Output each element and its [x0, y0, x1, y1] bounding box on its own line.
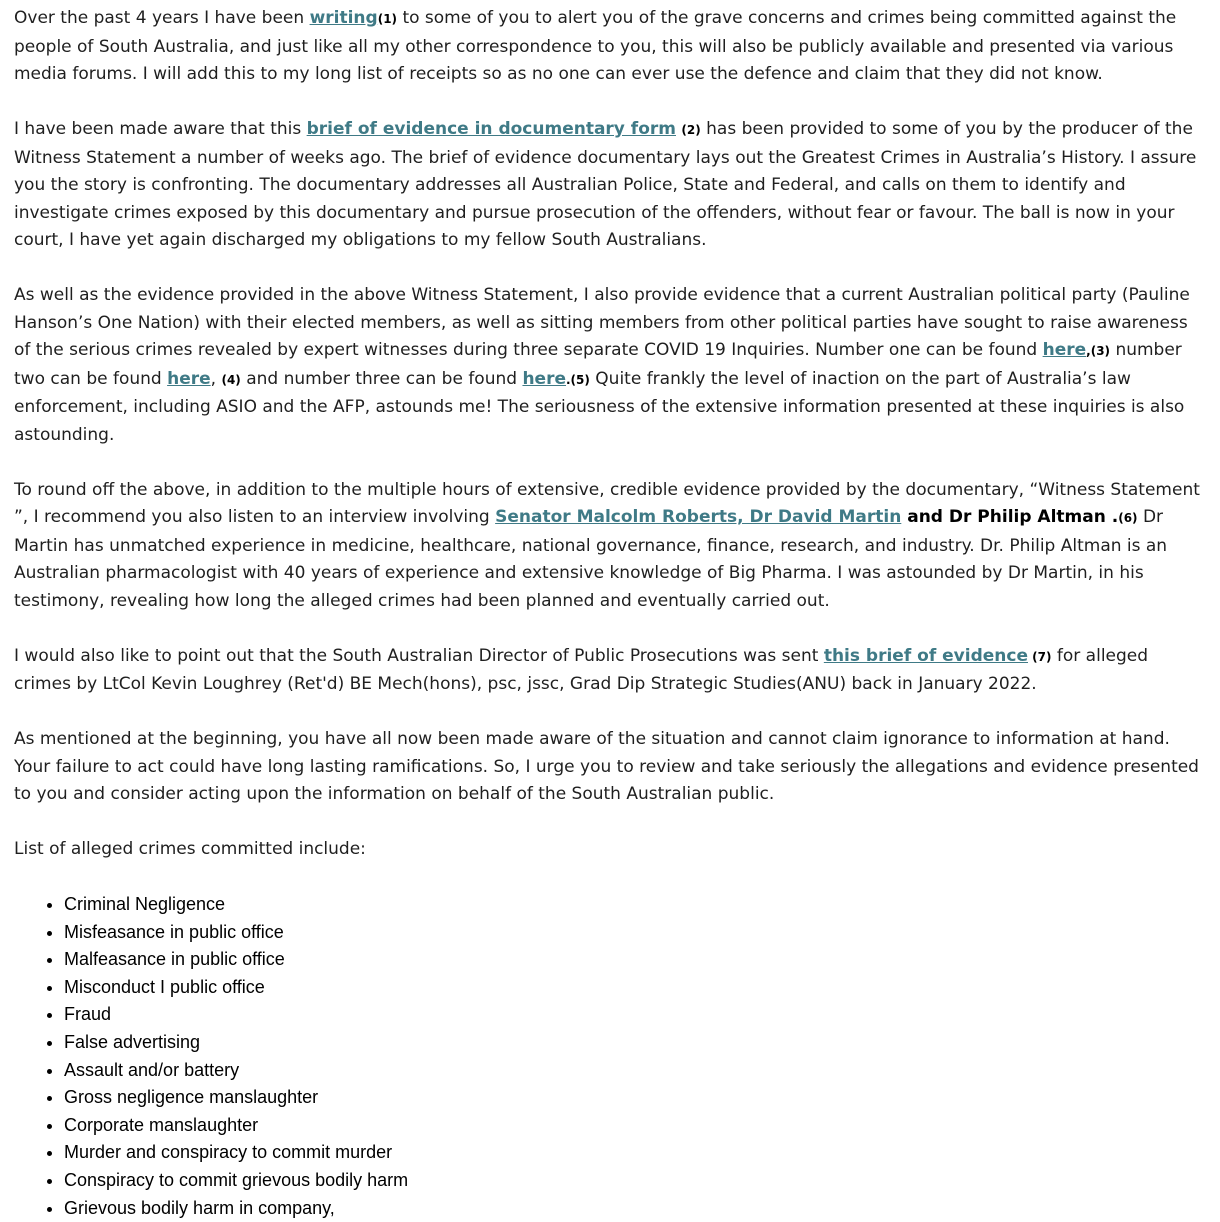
paragraph-text: Dr Martin has unmatched experience in medicine, healthcare, national governance, finance, research, and industry. Dr. Philip Altman is an Australian pharmacologist with 40 years of experience and extensive knowledge of Big Pharma. I was astounded by Dr Martin, in his testimony, revealing how long the alleged crimes had been planned and eventually carried out.: [14, 507, 1168, 611]
interview-link[interactable]: Senator Malcolm Roberts, Dr David Martin: [495, 507, 902, 527]
list-item: • Conspiracy to commit grievous bodily harm: [64, 1167, 1206, 1195]
writing-link[interactable]: writing: [309, 8, 378, 28]
paragraph-text: for alleged crimes by LtCol Kevin Loughrey (Ret'd) BE Mech(hons), psc, jssc, Grad Dip Strategic Studies(ANU) back in January 2022.: [14, 645, 1149, 694]
footnote-ref-6: (6): [1118, 511, 1138, 525]
paragraph-text: has been provided to some of you by the producer of the Witness Statement a number of weeks ago. The brief of evidence documentary lays out the Greatest Crimes in Australia’s History. I assure you the story is confronting. The documentary addresses all Australian Police, State and Federal, and calls on them to identify and investigate crimes exposed by this documentary and pursue prosecution of the offenders, without fear or favour. The ball is now in your court, I have yet again discharged my obligations to my fellow South Australians.: [14, 119, 1197, 250]
paragraph-bold-text: and Dr Philip Altman .: [901, 507, 1119, 527]
footnote-ref-3: ,(3): [1086, 344, 1111, 358]
paragraph-6: As mentioned at the beginning, you have all now been made aware of the situation and cannot claim ignorance to information at hand. Your failure to act could have long lasting ramifications. So, I urge you to review and take seriously the allegations and evidence presented to you and consider acting upon the information on behalf of the South Australian public.: [14, 729, 1199, 804]
footnote-ref-1: (1): [377, 12, 398, 26]
list-item: • Malfeasance in public office: [64, 946, 1206, 974]
paragraph-5: [14, 643, 1206, 699]
inquiry-one-link[interactable]: here: [1042, 340, 1087, 360]
paragraph-text: As well as the evidence provided in the above Witness Statement, I also provide evidence that a current Australian political party (Pauline Hanson’s One Nation) with their elected members, as well as sitting members from other political parties have sought to raise awareness of the serious crimes revealed by expert witnesses during three separate COVID 19 Inquiries. Number one can be found: [14, 285, 1190, 360]
inquiry-two-link[interactable]: here: [167, 368, 211, 389]
footnote-ref-5: .(5): [566, 372, 590, 387]
paragraph-text: ,: [210, 368, 222, 389]
paragraph-1: [14, 5, 1206, 89]
paragraph-text: I would also like to point out that the South Australian Director of Public Prosecutions was sent: [14, 645, 824, 666]
list-item: • Grievous bodily harm in company,: [64, 1195, 1206, 1222]
paragraph-text: to some of you to alert you of the grave concerns and crimes being committed against the people of South Australia, and just like all my other correspondence to you, this will also be publicly available and presented via various media forums. I will add this to my long list of receipts so as no one can ever use the defence and claim that they did not know.: [14, 8, 1177, 84]
list-item: • Criminal Negligence: [64, 891, 1206, 919]
paragraph-text: and number three can be found: [240, 368, 523, 389]
list-item: • Misconduct I public office: [64, 974, 1206, 1002]
paragraph-text: I have been made aware that this: [14, 119, 307, 139]
paragraph-2: [14, 116, 1206, 255]
list-heading: List of alleged crimes committed include:: [14, 839, 366, 859]
crimes-list: [14, 891, 1206, 1222]
brief-of-evidence-documentary-link[interactable]: brief of evidence in documentary form: [306, 119, 676, 139]
inquiry-three-link[interactable]: here: [522, 368, 566, 389]
paragraph-text: Quite frankly the level of inaction on the part of Australia’s law enforcement, including ASIO and the AFP, astounds me! The seriousness of the extensive information presented at these inquiries is also astounding.: [14, 368, 1185, 445]
list-item: • Corporate manslaughter: [64, 1112, 1206, 1140]
list-item: • Misfeasance in public office: [64, 919, 1206, 947]
list-item: • Fraud: [64, 1001, 1206, 1029]
paragraph-4: [14, 477, 1206, 616]
footnote-ref-4: (4): [221, 372, 241, 387]
list-item: • False advertising: [64, 1029, 1206, 1057]
footnote-ref-7: (7): [1028, 649, 1052, 664]
paragraph-text: Over the past 4 years I have been: [14, 8, 310, 28]
dpp-brief-of-evidence-link[interactable]: this brief of evidence: [823, 645, 1028, 666]
list-item: • Assault and/or battery: [64, 1057, 1206, 1085]
paragraph-text: To round off the above, in addition to the multiple hours of extensive, credible evidence provided by the documentary, “Witness Statement ”, I recommend you also listen to an interview involving: [14, 479, 1200, 527]
list-item: • Murder and conspiracy to commit murder: [64, 1139, 1206, 1167]
paragraph-text: number two can be found: [14, 340, 1182, 389]
footnote-ref-2: (2): [681, 123, 701, 137]
paragraph-3: [14, 282, 1206, 449]
list-item: • Gross negligence manslaughter: [64, 1084, 1206, 1112]
